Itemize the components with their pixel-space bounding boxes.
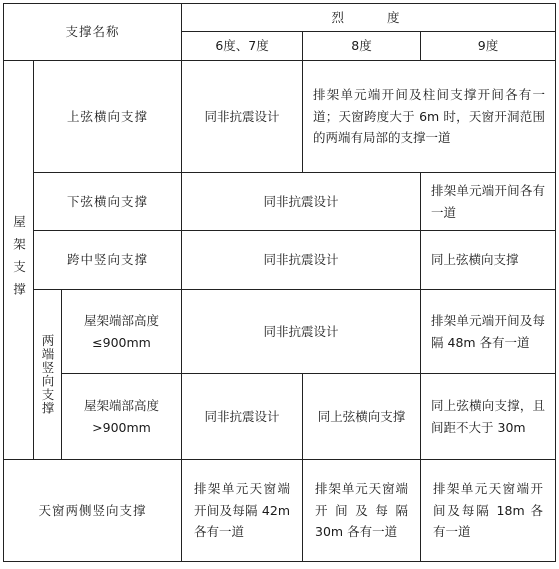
end-high-name [62,374,182,460]
end-high-8: 同上弦横向支撑 [303,374,421,460]
top-chord-8-9: 排架单元端开间及柱间支撑开间各有一道；天窗跨度大于 6m 时，天窗开洞范围的两端有局部的支撑一道 [303,61,556,173]
header-deg-6-7: 6度、7度 [182,32,303,61]
group-both-ends-vertical: 两端竖向支撑 [34,290,62,460]
mid-span-6-8: 同非抗震设计 [182,231,421,290]
mid-span-9: 同上弦横向支撑 [421,231,556,290]
header-deg-8: 8度 [303,32,421,61]
row-end-low [4,290,556,374]
header-deg-9: 9度 [421,32,556,61]
end-high-name-line1: 屋架端部高度 [84,397,160,413]
row-bottom-chord [4,173,556,231]
skylight-name: 天窗两侧竖向支撑 [4,460,182,562]
end-high-9: 同上弦横向支撑，且间距不大于 30m [421,374,556,460]
end-high-6-7: 同非抗震设计 [182,374,303,460]
seismic-support-table [3,3,556,562]
end-high-name-line2: >900mm [92,419,151,435]
top-chord-name: 上弦横向支撑 [34,61,182,173]
bottom-chord-9: 排架单元端开间各有一道 [421,173,556,231]
header-support-name: 支撑名称 [4,4,182,61]
row-end-high [4,374,556,460]
skylight-6-7: 排架单元天窗端开间及每隔 42m 各有一道 [182,460,303,562]
end-low-9: 排架单元端开间及每隔 48m 各有一道 [421,290,556,374]
row-top-chord [4,61,556,173]
header-intensity: 烈 度 [182,4,556,32]
top-chord-6-7: 同非抗震设计 [182,61,303,173]
group-roof-truss-support: 屋架支撑 [4,61,34,460]
bottom-chord-6-8: 同非抗震设计 [182,173,421,231]
row-skylight [4,460,556,562]
mid-span-name: 跨中竖向支撑 [34,231,182,290]
skylight-9: 排架单元天窗端开间及每隔 18m 各有一道 [421,460,556,562]
end-low-6-8: 同非抗震设计 [182,290,421,374]
row-mid-span [4,231,556,290]
skylight-8: 排架单元天窗端开间及每隔 30m 各有一道 [303,460,421,562]
header-row-1 [4,4,556,32]
end-low-name [62,290,182,374]
end-low-name-line2: ≤900mm [92,334,151,350]
end-low-name-line1: 屋架端部高度 [84,312,160,328]
bottom-chord-name: 下弦横向支撑 [34,173,182,231]
